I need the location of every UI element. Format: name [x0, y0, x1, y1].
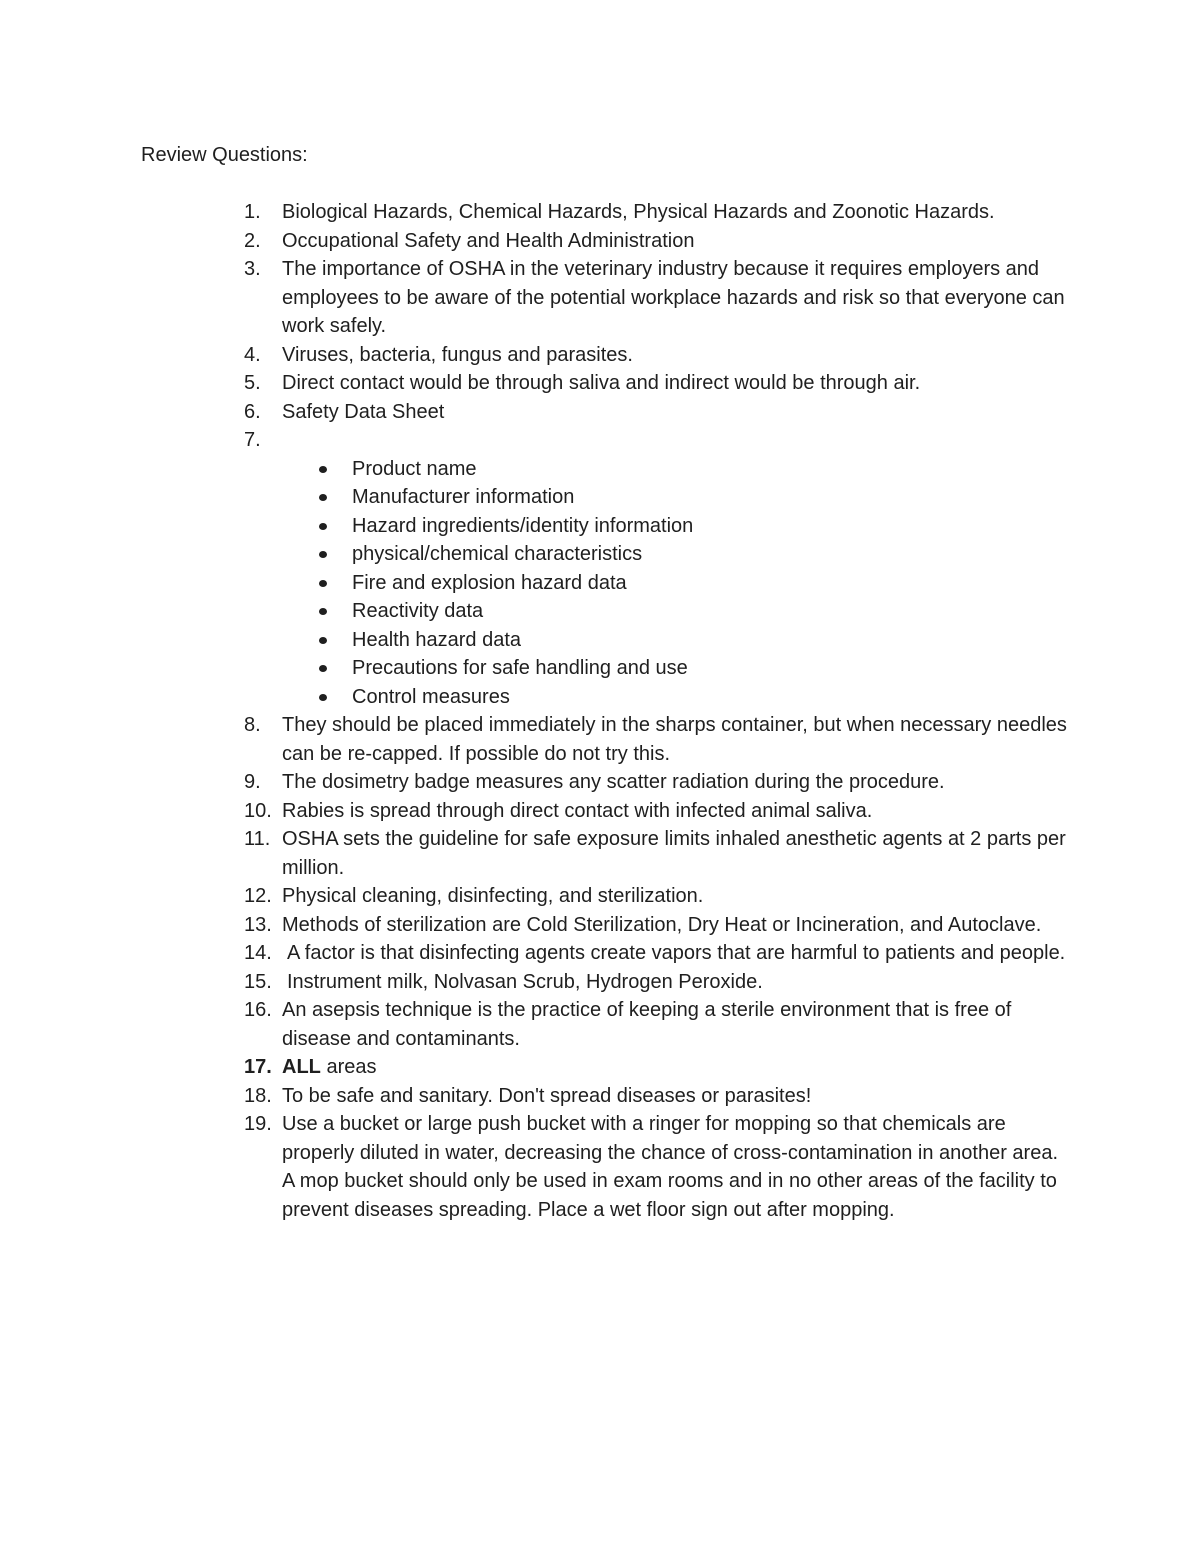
bullet-icon — [319, 580, 327, 587]
item-number: 3. — [244, 258, 261, 280]
item-number: 10. — [244, 799, 272, 822]
list-item — [244, 227, 1074, 256]
list-item — [244, 198, 1074, 227]
list-item — [244, 797, 1074, 826]
sub-list-item — [352, 540, 1074, 569]
bullet-icon — [319, 551, 327, 558]
item-text: Safety Data Sheet — [282, 400, 445, 423]
item-text: Instrument milk, Nolvasan Scrub, Hydrogen Peroxide. — [287, 970, 763, 993]
bullet-icon — [319, 665, 327, 672]
list-item — [244, 768, 1074, 797]
item-text: Direct contact would be through saliva and indirect would be through air. — [282, 372, 921, 394]
list-item — [244, 255, 1074, 341]
list-item — [244, 996, 1074, 1053]
item-text-wrapper — [282, 1053, 1074, 1082]
sub-item-text: Control measures — [352, 685, 510, 708]
item-text: Occupational Safety and Health Administration — [282, 229, 695, 252]
item-text: Physical cleaning, disinfecting, and sterilization. — [282, 885, 704, 907]
item-number: 6. — [244, 400, 261, 423]
item-number: 5. — [244, 372, 261, 394]
sub-item-text: Precautions for safe handling and use — [352, 657, 688, 679]
item-number: 14. — [244, 942, 272, 964]
item-number: 8. — [244, 714, 261, 736]
page-heading: Review Questions: — [141, 144, 308, 166]
bullet-icon — [319, 523, 327, 530]
item-number: 2. — [244, 229, 261, 252]
item-text: Biological Hazards, Chemical Hazards, Physical Hazards and Zoonotic Hazards. — [282, 201, 995, 223]
sub-list-item — [352, 597, 1074, 626]
item-text: Rabies is spread through direct contact with infected animal saliva. — [282, 799, 873, 822]
list-item — [244, 939, 1074, 968]
item-text: The importance of OSHA in the veterinary industry because it requires employers and employees to be aware of the potential workplace hazards and risk so that everyone can work safely. — [282, 258, 1065, 337]
item-number: 18. — [244, 1084, 272, 1107]
list-item — [244, 341, 1074, 370]
item-text: areas — [320, 1056, 377, 1078]
item-text: OSHA sets the guideline for safe exposure limits inhaled anesthetic agents at 2 parts per million. — [282, 828, 1066, 879]
bullet-icon — [319, 694, 327, 701]
item-text: An asepsis technique is the practice of keeping a sterile environment that is free of disease and contaminants. — [282, 999, 1012, 1050]
item-number: 4. — [244, 343, 261, 366]
sub-item-text: Manufacturer information — [352, 486, 575, 508]
sub-item-text: Health hazard data — [352, 628, 522, 651]
item-text — [282, 426, 1074, 455]
item-number: 19. — [244, 1113, 272, 1135]
sub-item-text: Product name — [352, 457, 477, 480]
sds-sections-list — [282, 455, 1074, 712]
sub-item-text: Reactivity data — [352, 600, 484, 622]
item-text-bold: ALL — [282, 1056, 321, 1078]
sub-list-item — [352, 683, 1074, 712]
list-item — [244, 968, 1074, 997]
answers-list — [244, 198, 1074, 1224]
list-item — [244, 825, 1074, 882]
list-item — [244, 398, 1074, 427]
sub-item-text: physical/chemical characteristics — [352, 543, 643, 565]
item-number: 7. — [244, 429, 261, 451]
sub-list-item — [352, 483, 1074, 512]
item-number: 11. — [244, 828, 271, 850]
list-item — [244, 369, 1074, 398]
item-number: 9. — [244, 771, 261, 793]
sub-list-item — [352, 626, 1074, 655]
item-number: 12. — [244, 885, 272, 907]
bullet-icon — [319, 637, 327, 644]
bullet-icon — [319, 608, 327, 615]
item-number: 17. — [244, 1056, 272, 1078]
sub-item-text: Hazard ingredients/identity information — [352, 514, 694, 537]
bullet-icon — [319, 466, 327, 473]
list-item — [244, 1053, 1074, 1082]
item-text: To be safe and sanitary. Don't spread diseases or parasites! — [282, 1084, 812, 1107]
item-text: Viruses, bacteria, fungus and parasites. — [282, 343, 633, 366]
list-item — [244, 1082, 1074, 1111]
item-number: 16. — [244, 999, 272, 1021]
item-text: Use a bucket or large push bucket with a ringer for mopping so that chemicals are properly diluted in water, decreasing the chance of cross-contamination in another area. A mop bucket should only be used in exam rooms and in no other areas of the facility to prevent diseases spreading. Place a wet floor sign out after mopping. — [282, 1113, 1059, 1221]
list-item — [244, 711, 1074, 768]
item-text: They should be placed immediately in the sharps container, but when necessary needles can be re-capped. If possible do not try this. — [282, 714, 1067, 765]
bullet-icon — [319, 494, 327, 501]
item-number: 15. — [244, 970, 272, 993]
sub-list-item — [352, 455, 1074, 484]
list-item — [244, 882, 1074, 911]
item-number: 13. — [244, 913, 272, 936]
list-item — [244, 426, 1074, 711]
item-text: Methods of sterilization are Cold Sterilization, Dry Heat or Incineration, and Autoclave. — [282, 913, 1042, 936]
list-item — [244, 1110, 1074, 1224]
sub-item-text: Fire and explosion hazard data — [352, 571, 627, 594]
sub-list-item — [352, 654, 1074, 683]
sub-list-item — [352, 569, 1074, 598]
item-text: A factor is that disinfecting agents create vapors that are harmful to patients and people. — [287, 942, 1066, 964]
item-text: The dosimetry badge measures any scatter radiation during the procedure. — [282, 771, 945, 793]
item-number: 1. — [244, 201, 261, 223]
sub-list-item — [352, 512, 1074, 541]
list-item — [244, 911, 1074, 940]
